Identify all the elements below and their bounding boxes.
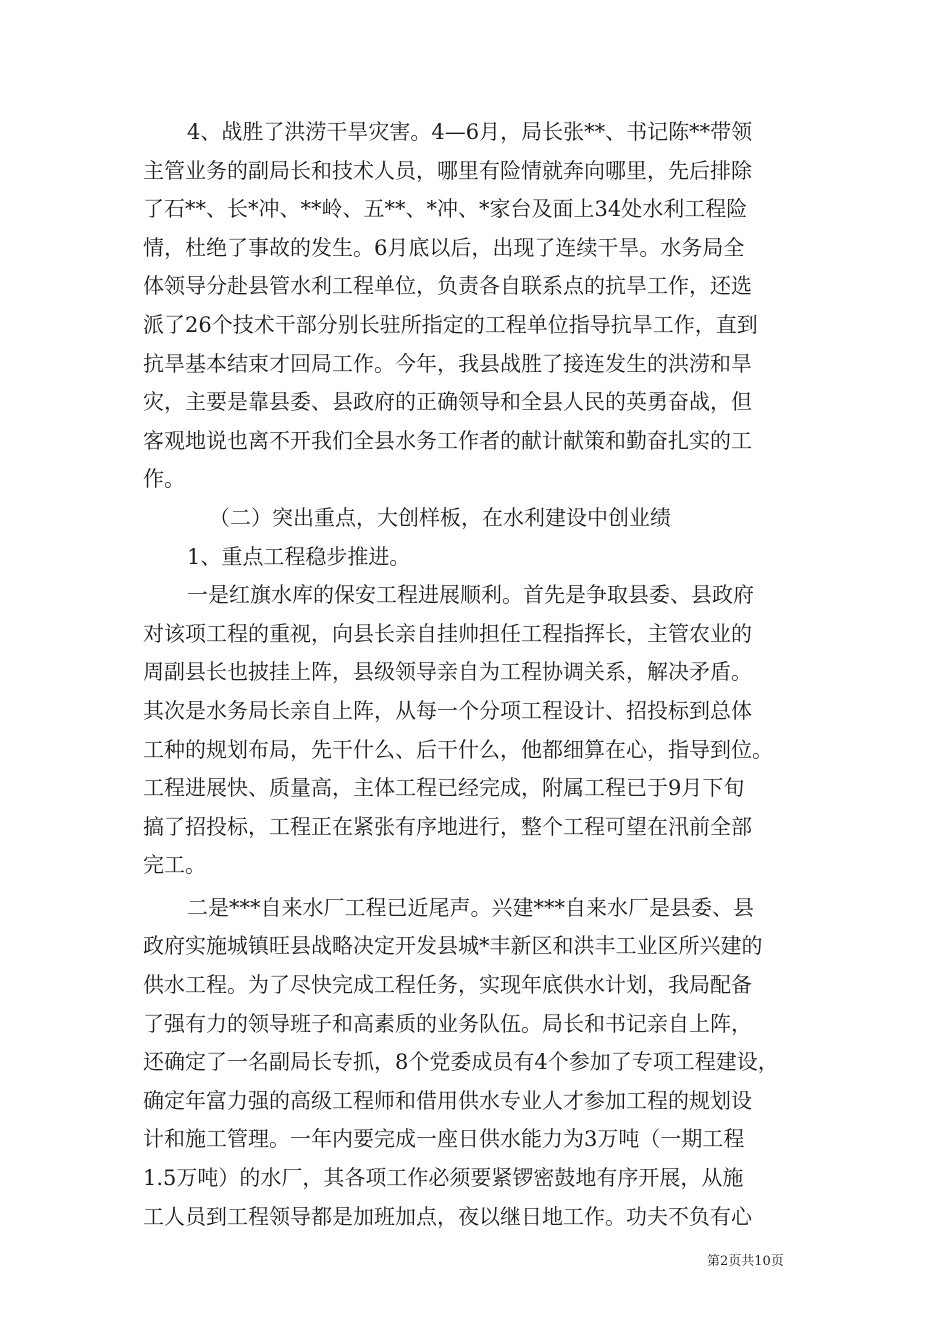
text-line: 搞了招投标，工程正在紧张有序地进行，整个工程可望在汛前全部 [143,814,752,839]
text-line: 对该项工程的重视，向县长亲自挂帅担任工程指挥长，主管农业的 [143,621,752,646]
text-line: 一是红旗水库的保安工程进展顺利。首先是争取县委、县政府 [187,583,754,608]
paragraph-flood-drought [143,113,815,499]
text-line: 了强有力的领导班子和高素质的业务队伍。局长和书记亲自上阵， [143,1011,752,1036]
text-line: 客观地说也离不开我们全县水务工作者的献计献策和勤奋扎实的工 [143,428,752,453]
text-line: 派了26个技术干部分别长驻所指定的工程单位指导抗旱工作，直到 [143,312,758,337]
section-heading: （二）突出重点，大创样板，在水利建设中创业绩 [209,505,671,530]
text-line: 了石**、长*冲、**岭、五**、*冲、*家台及面上34处水利工程险 [143,197,748,222]
text-line: 二是***自来水厂工程已近尾声。兴建***自来水厂是县委、县 [187,895,754,920]
text-line: 抗旱基本结束才回局工作。今年，我县战胜了接连发生的洪涝和旱 [143,351,752,376]
page-number-footer: 第2页共10页 [707,1254,784,1269]
text-line: 体领导分赴县管水利工程单位，负责各自联系点的抗旱工作，还选 [143,274,752,299]
text-line: 1.5万吨）的水厂，其各项工作必须要紧锣密鼓地有序开展，从施 [143,1166,744,1191]
text-line: 工人员到工程领导都是加班加点，夜以继日地工作。功夫不负有心 [143,1204,752,1229]
paragraph-hongqi-reservoir [143,576,815,885]
text-line: 政府实施城镇旺县战略决定开发县城*丰新区和洪丰工业区所兴建的 [143,934,763,959]
text-line: 情，杜绝了事故的发生。6月底以后，出现了连续干旱。水务局全 [143,235,745,260]
subsection-heading: 1、重点工程稳步推进。 [187,544,411,569]
text-line: 完工。 [143,853,206,878]
text-line: 还确定了一名副局长专抓，8个党委成员有4个参加了专项工程建设， [143,1050,779,1075]
text-line: 计和施工管理。一年内要完成一座日供水能力为3万吨（一期工程 [143,1127,745,1152]
text-line: 作。 [143,467,185,492]
paragraph-waterworks [143,889,815,1236]
text-line: 灾，主要是靠县委、县政府的正确领导和全县人民的英勇奋战，但 [143,390,752,415]
text-line: 主管业务的副局长和技术人员，哪里有险情就奔向哪里，先后排除 [143,158,752,183]
text-line: 其次是水务局长亲自上阵，从每一个分项工程设计、招投标到总体 [143,698,752,723]
text-line: 4、战胜了洪涝干旱灾害。4—6月，局长张**、书记陈**带领 [187,120,753,144]
text-line: 供水工程。为了尽快完成工程任务，实现年底供水计划，我局配备 [143,973,752,998]
document-body [143,113,815,1236]
text-line: 确定年富力强的高级工程师和借用供水专业人才参加工程的规划设 [143,1088,752,1113]
text-line: 工种的规划布局，先干什么、后干什么，他都细算在心，指导到位。 [143,737,773,762]
text-line: 周副县长也披挂上阵，县级领导亲自为工程协调关系，解决矛盾。 [143,660,752,685]
text-line: 工程进展快、质量高，主体工程已经完成，附属工程已于9月下旬 [143,776,745,801]
